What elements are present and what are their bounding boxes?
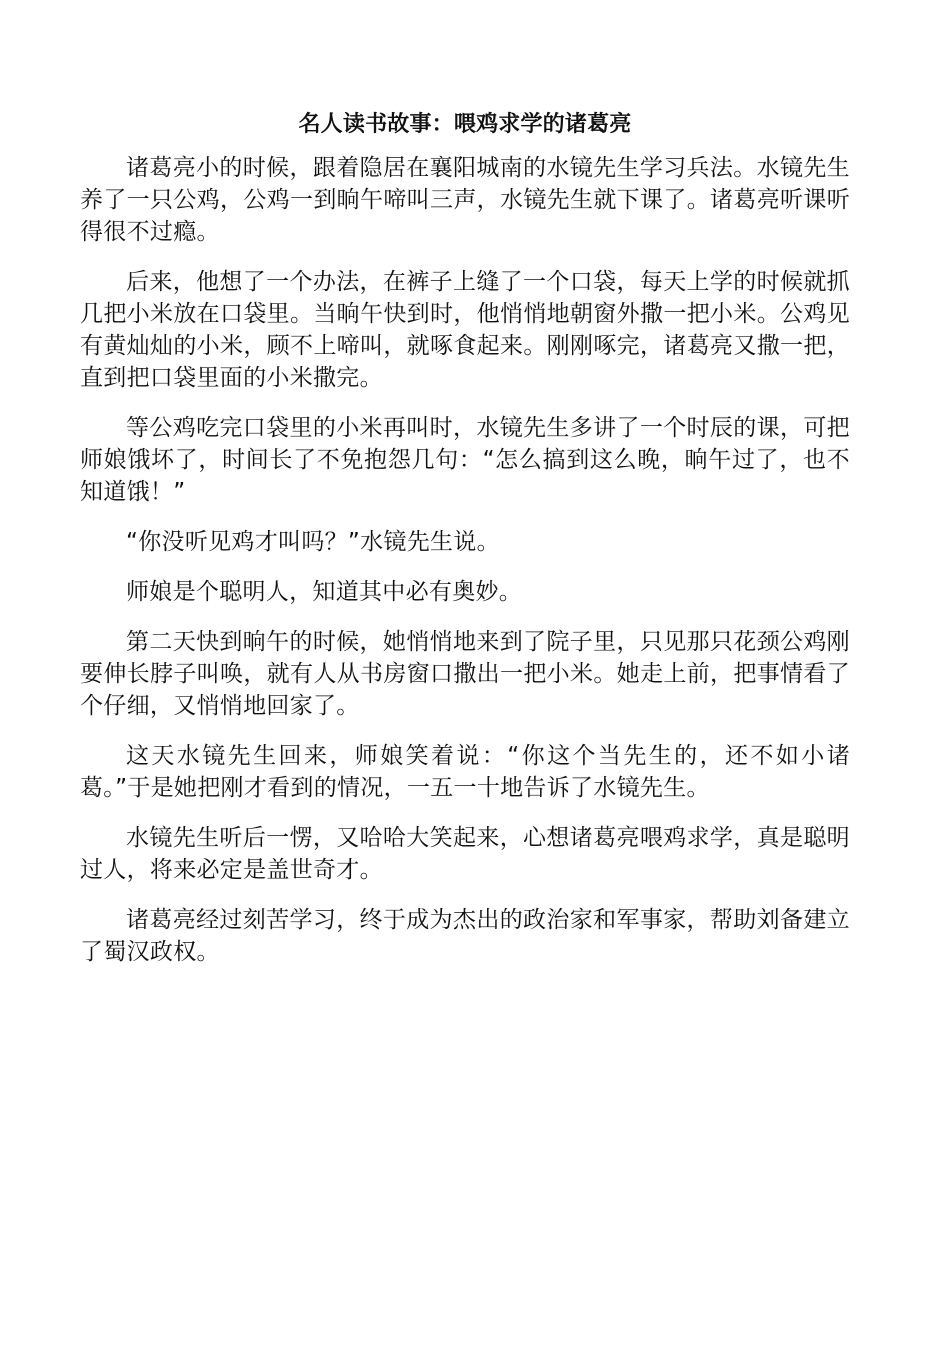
paragraph: 诸葛亮经过刻苦学习，终于成为杰出的政治家和军事家，帮助刘备建立了蜀汉政权。 (80, 907, 850, 965)
paragraph: 第二天快到晌午的时候，她悄悄地来到了院子里，只见那只花颈公鸡刚要伸长脖子叫唤，就有人从书房窗口撒出一把小米。她走上前，把事情看了个仔细，又悄悄地回家了。 (80, 629, 850, 719)
paragraph: “你没听见鸡才叫吗？”水镜先生说。 (126, 529, 500, 555)
paragraph: 后来，他想了一个办法，在裤子上缝了一个口袋，每天上学的时候就抓几把小米放在口袋里。当晌午快到时，他悄悄地朝窗外撒一把小米。公鸡见有黄灿灿的小米，顾不上啼叫，就啄食起来。刚刚啄完，诸葛亮又撒一把，直到把口袋里面的小米撒完。 (80, 269, 850, 391)
paragraph: 水镜先生听后一愣，又哈哈大笑起来，心想诸葛亮喂鸡求学，真是聪明过人，将来必定是盖世奇才。 (80, 825, 850, 883)
paragraph: 这天水镜先生回来，师娘笑着说：“你这个当先生的，还不如小诸葛。”于是她把刚才看到的情况，一五一十地告诉了水镜先生。 (80, 743, 850, 801)
document-title: 名人读书故事：喂鸡求学的诸葛亮 (298, 112, 632, 137)
paragraph: 师娘是个聪明人，知道其中必有奥妙。 (126, 579, 523, 605)
paragraph: 等公鸡吃完口袋里的小米再叫时，水镜先生多讲了一个时辰的课，可把师娘饿坏了，时间长了不免抱怨几句：“怎么搞到这么晚，晌午过了，也不知道饿！” (80, 415, 850, 505)
paragraph: 诸葛亮小的时候，跟着隐居在襄阳城南的水镜先生学习兵法。水镜先生养了一只公鸡，公鸡一到晌午啼叫三声，水镜先生就下课了。诸葛亮听课听得很不过瘾。 (80, 155, 850, 245)
